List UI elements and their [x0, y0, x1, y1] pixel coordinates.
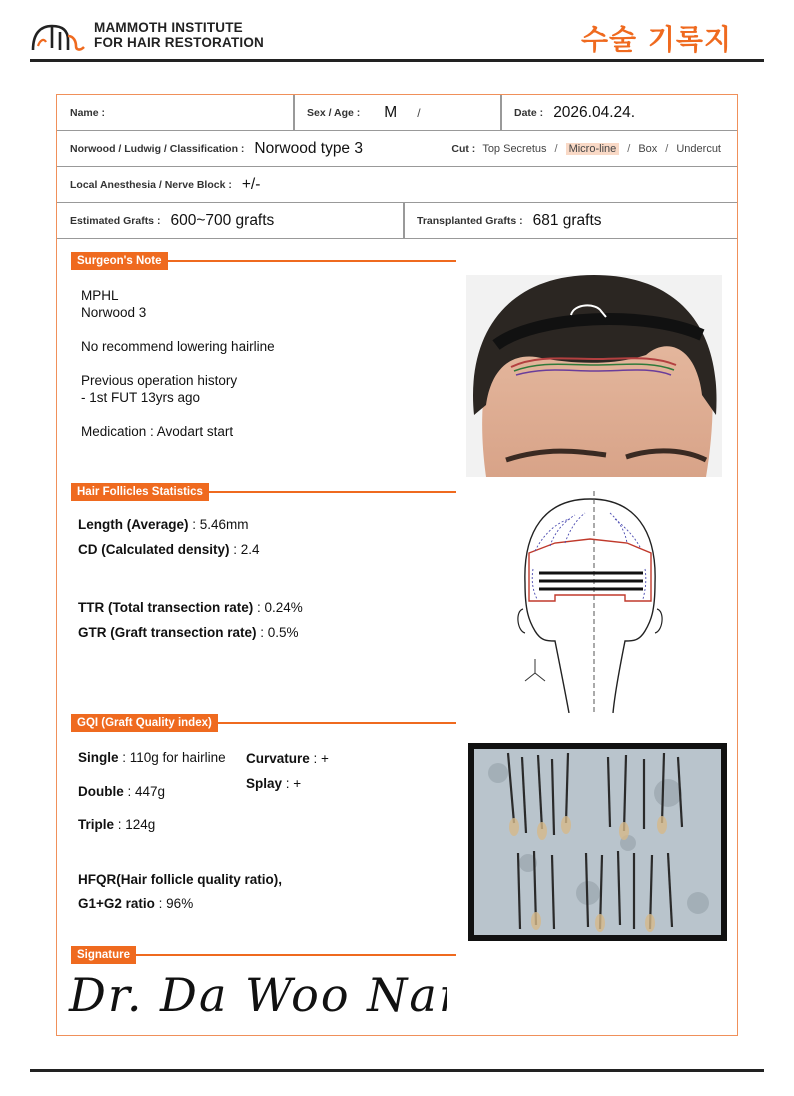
- estimated-grafts-value[interactable]: 600~700 grafts: [170, 211, 275, 229]
- date-value[interactable]: 2026.04.24.: [553, 103, 636, 121]
- gqi-double: [78, 784, 165, 799]
- g12-label: G1+G2 ratio: [78, 896, 155, 911]
- g12-value: : 96%: [154, 896, 194, 911]
- donor-area-diagram: [515, 491, 665, 713]
- double-label: Double: [78, 784, 124, 799]
- cut-option-undercut[interactable]: Undercut: [676, 142, 721, 155]
- name-label: Name :: [70, 106, 106, 119]
- note-line: Medication : Avodart start: [81, 424, 234, 439]
- follicle-stats-header: [71, 483, 456, 501]
- signature-header: [71, 946, 456, 964]
- transplanted-grafts-label: Transplanted Grafts :: [417, 214, 523, 227]
- gqi-triple: [78, 817, 155, 832]
- cd-value: : 2.4: [229, 542, 260, 557]
- triple-label: Triple: [78, 817, 115, 832]
- gqi-g1g2-ratio: [78, 896, 193, 911]
- mammoth-logo-icon: [30, 20, 88, 52]
- sex-value[interactable]: M: [384, 103, 398, 121]
- total-transection-rate: [78, 600, 303, 615]
- transplanted-grafts-cell: [404, 203, 737, 238]
- document-title: 수술 기록지: [581, 23, 732, 56]
- signature-title: Signature: [71, 946, 136, 964]
- estimated-grafts-label: Estimated Grafts :: [70, 214, 161, 227]
- surgery-record-form: [56, 94, 738, 1036]
- ttr-value: : 0.24%: [253, 600, 303, 615]
- note-line: - 1st FUT 13yrs ago: [81, 390, 201, 405]
- note-line: [81, 321, 275, 338]
- classification-cell: [57, 131, 363, 166]
- cut-separator: /: [665, 142, 669, 155]
- signature-text: Dr. Da Woo Nam: [69, 968, 447, 1022]
- transplanted-grafts-value[interactable]: 681 grafts: [532, 211, 602, 229]
- graft-transection-rate: [78, 625, 299, 640]
- form-row-identity: [57, 95, 737, 131]
- curvature-label: Curvature: [246, 751, 310, 766]
- age-separator: /: [417, 105, 421, 120]
- date-label: Date :: [514, 106, 544, 119]
- form-row-grafts: [57, 203, 737, 239]
- note-line: Norwood 3: [81, 305, 147, 320]
- cut-option-micro-line[interactable]: Micro-line: [566, 143, 620, 155]
- surgeons-note-header: [71, 252, 456, 270]
- cd-label: CD (Calculated density): [78, 542, 230, 557]
- hfqr-label: HFQR(Hair follicle quality ratio),: [78, 872, 283, 887]
- cut-option-box[interactable]: Box: [638, 142, 658, 155]
- axis-orientation-icon: [525, 659, 545, 681]
- calculated-density: [78, 542, 260, 557]
- surgeons-note-body: [81, 287, 275, 440]
- form-row-anesthesia: [57, 167, 737, 203]
- gtr-label: GTR (Graft transection rate): [78, 625, 257, 640]
- length-value: : 5.46mm: [188, 517, 249, 532]
- gqi-hfqr: [78, 872, 282, 887]
- institute-logo: [30, 18, 290, 54]
- splay-label: Splay: [246, 776, 283, 791]
- surgeons-note-title: Surgeon's Note: [71, 252, 168, 270]
- triple-value: : 124g: [114, 817, 156, 832]
- length-label: Length (Average): [78, 517, 189, 532]
- anesthesia-cell: [57, 167, 260, 202]
- sex-age-label: Sex / Age :: [307, 106, 361, 119]
- name-cell: [57, 95, 293, 130]
- single-label: Single: [78, 750, 119, 765]
- note-line: [81, 355, 275, 372]
- footer-divider: [30, 1069, 764, 1072]
- logo-line-1: MAMMOTH INSTITUTE: [94, 20, 243, 35]
- classification-label: Norwood / Ludwig / Classification :: [70, 142, 245, 155]
- gqi-title: GQI (Graft Quality index): [71, 714, 218, 732]
- form-row-classification: [57, 131, 737, 167]
- classification-value[interactable]: Norwood type 3: [254, 139, 363, 157]
- doctor-signature: [67, 963, 447, 1030]
- gqi-curvature: [246, 751, 329, 766]
- cut-options: [451, 131, 723, 166]
- cut-option-top-secretus[interactable]: Top Secretus: [482, 142, 547, 155]
- hairline-photo: [466, 275, 722, 477]
- follicle-stats-title: Hair Follicles Statistics: [71, 483, 209, 501]
- graft-microscope-photo: [468, 743, 727, 941]
- note-line: MPHL: [81, 288, 119, 303]
- note-line: [81, 406, 275, 423]
- anesthesia-value[interactable]: +/-: [241, 175, 261, 193]
- note-line: No recommend lowering hairline: [81, 339, 275, 354]
- header-divider: [30, 59, 764, 62]
- single-value: : 110g for hairline: [118, 750, 226, 765]
- anesthesia-label: Local Anesthesia / Nerve Block :: [70, 178, 232, 191]
- gqi-header: [71, 714, 456, 732]
- estimated-grafts-cell: [57, 203, 403, 238]
- gqi-splay: [246, 776, 301, 791]
- curvature-value: : +: [309, 751, 329, 766]
- length-average: [78, 517, 249, 532]
- date-cell: [501, 95, 737, 130]
- gqi-single: [78, 750, 226, 765]
- sex-age-cell: [294, 95, 500, 130]
- cut-separator: /: [554, 142, 558, 155]
- logo-line-2: FOR HAIR RESTORATION: [94, 35, 265, 50]
- double-value: : 447g: [123, 784, 166, 799]
- cut-label: Cut :: [451, 142, 476, 155]
- gtr-value: : 0.5%: [256, 625, 299, 640]
- cut-separator: /: [627, 142, 631, 155]
- ttr-label: TTR (Total transection rate): [78, 600, 254, 615]
- note-line: Previous operation history: [81, 373, 238, 388]
- splay-value: : +: [282, 776, 302, 791]
